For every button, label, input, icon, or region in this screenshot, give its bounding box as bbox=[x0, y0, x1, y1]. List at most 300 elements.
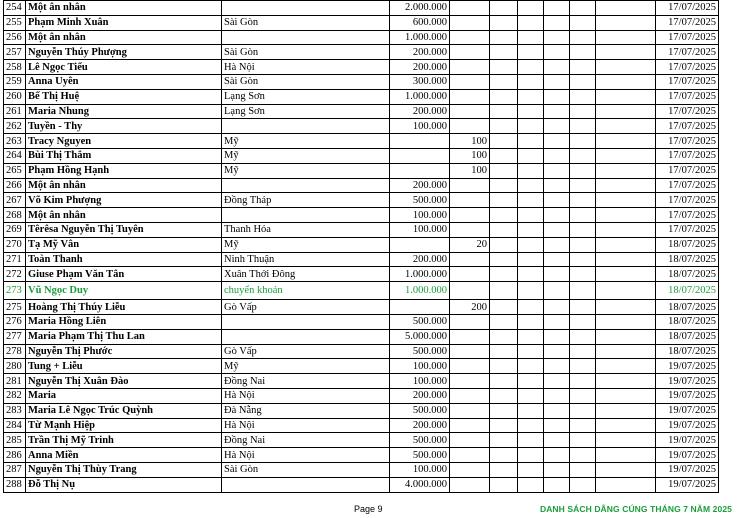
empty-cell bbox=[518, 477, 544, 492]
empty-cell bbox=[544, 418, 570, 433]
empty-cell bbox=[518, 237, 544, 252]
donation-date: 17/07/2025 bbox=[656, 89, 719, 104]
empty-cell bbox=[518, 462, 544, 477]
row-number: 257 bbox=[4, 45, 26, 60]
donor-location: Sài Gòn bbox=[222, 462, 390, 477]
empty-cell bbox=[570, 329, 596, 344]
amount-vnd bbox=[390, 163, 450, 178]
amount-vnd: 1.000.000 bbox=[390, 282, 450, 300]
row-number: 282 bbox=[4, 388, 26, 403]
donor-name: Nguyễn Thị Phước bbox=[26, 344, 222, 359]
donor-location: Lạng Sơn bbox=[222, 104, 390, 119]
empty-cell bbox=[596, 104, 656, 119]
empty-cell bbox=[490, 344, 518, 359]
donor-location bbox=[222, 119, 390, 134]
donor-location: Đồng Nai bbox=[222, 374, 390, 389]
empty-cell bbox=[544, 344, 570, 359]
amount-usd bbox=[450, 45, 490, 60]
empty-cell bbox=[570, 15, 596, 30]
empty-cell bbox=[544, 178, 570, 193]
donor-name: Một ân nhân bbox=[26, 208, 222, 223]
empty-cell bbox=[570, 148, 596, 163]
empty-cell bbox=[490, 45, 518, 60]
empty-cell bbox=[596, 314, 656, 329]
empty-cell bbox=[490, 30, 518, 45]
amount-vnd: 600.000 bbox=[390, 15, 450, 30]
donation-date: 18/07/2025 bbox=[656, 237, 719, 252]
table-row bbox=[4, 119, 719, 134]
donation-date: 17/07/2025 bbox=[656, 119, 719, 134]
empty-cell bbox=[570, 178, 596, 193]
donor-location: Đà Nẵng bbox=[222, 403, 390, 418]
amount-vnd: 100.000 bbox=[390, 119, 450, 134]
donor-name: Toàn Thanh bbox=[26, 252, 222, 267]
row-number: 266 bbox=[4, 178, 26, 193]
empty-cell bbox=[518, 119, 544, 134]
donation-date: 17/07/2025 bbox=[656, 15, 719, 30]
donor-name: Một ân nhân bbox=[26, 178, 222, 193]
empty-cell bbox=[596, 60, 656, 75]
table-row bbox=[4, 314, 719, 329]
table-row bbox=[4, 282, 719, 300]
empty-cell bbox=[596, 462, 656, 477]
row-number: 255 bbox=[4, 15, 26, 30]
empty-cell bbox=[570, 104, 596, 119]
empty-cell bbox=[490, 300, 518, 315]
amount-vnd: 500.000 bbox=[390, 433, 450, 448]
donation-date: 18/07/2025 bbox=[656, 300, 719, 315]
amount-vnd: 100.000 bbox=[390, 222, 450, 237]
empty-cell bbox=[544, 30, 570, 45]
empty-cell bbox=[544, 433, 570, 448]
donation-date: 19/07/2025 bbox=[656, 433, 719, 448]
table-row bbox=[4, 60, 719, 75]
empty-cell bbox=[544, 222, 570, 237]
empty-cell bbox=[490, 462, 518, 477]
empty-cell bbox=[544, 403, 570, 418]
empty-cell bbox=[518, 222, 544, 237]
empty-cell bbox=[490, 134, 518, 149]
empty-cell bbox=[518, 30, 544, 45]
empty-cell bbox=[596, 433, 656, 448]
empty-cell bbox=[490, 178, 518, 193]
empty-cell bbox=[518, 193, 544, 208]
empty-cell bbox=[570, 30, 596, 45]
empty-cell bbox=[570, 208, 596, 223]
amount-vnd bbox=[390, 134, 450, 149]
row-number: 265 bbox=[4, 163, 26, 178]
amount-usd bbox=[450, 15, 490, 30]
empty-cell bbox=[518, 89, 544, 104]
empty-cell bbox=[490, 433, 518, 448]
amount-usd bbox=[450, 208, 490, 223]
amount-usd: 20 bbox=[450, 237, 490, 252]
donation-date: 19/07/2025 bbox=[656, 462, 719, 477]
amount-vnd: 100.000 bbox=[390, 374, 450, 389]
empty-cell bbox=[570, 359, 596, 374]
amount-usd bbox=[450, 329, 490, 344]
empty-cell bbox=[596, 45, 656, 60]
donor-name: Maria Nhung bbox=[26, 104, 222, 119]
donor-name: Một ân nhân bbox=[26, 1, 222, 16]
amount-usd bbox=[450, 252, 490, 267]
table-row bbox=[4, 344, 719, 359]
row-number: 269 bbox=[4, 222, 26, 237]
donation-date: 19/07/2025 bbox=[656, 374, 719, 389]
table-row bbox=[4, 15, 719, 30]
row-number: 263 bbox=[4, 134, 26, 149]
donor-name: Bùi Thị Thắm bbox=[26, 148, 222, 163]
empty-cell bbox=[490, 448, 518, 463]
empty-cell bbox=[518, 374, 544, 389]
empty-cell bbox=[596, 163, 656, 178]
empty-cell bbox=[570, 252, 596, 267]
empty-cell bbox=[570, 314, 596, 329]
donor-name: Têrêsa Nguyễn Thị Tuyên bbox=[26, 222, 222, 237]
donor-name: Maria Hồng Liên bbox=[26, 314, 222, 329]
donor-location: Lạng Sơn bbox=[222, 89, 390, 104]
donor-name: Võ Kim Phượng bbox=[26, 193, 222, 208]
empty-cell bbox=[490, 252, 518, 267]
empty-cell bbox=[544, 282, 570, 300]
empty-cell bbox=[570, 1, 596, 16]
amount-usd bbox=[450, 104, 490, 119]
amount-vnd: 100.000 bbox=[390, 359, 450, 374]
donor-name: Giuse Phạm Văn Tân bbox=[26, 267, 222, 282]
amount-usd bbox=[450, 89, 490, 104]
empty-cell bbox=[544, 388, 570, 403]
empty-cell bbox=[544, 462, 570, 477]
table-row bbox=[4, 267, 719, 282]
table-row bbox=[4, 178, 719, 193]
empty-cell bbox=[490, 89, 518, 104]
amount-vnd: 200.000 bbox=[390, 252, 450, 267]
amount-usd: 100 bbox=[450, 148, 490, 163]
empty-cell bbox=[596, 178, 656, 193]
donation-date: 19/07/2025 bbox=[656, 359, 719, 374]
empty-cell bbox=[596, 193, 656, 208]
row-number: 273 bbox=[4, 282, 26, 300]
empty-cell bbox=[490, 15, 518, 30]
empty-cell bbox=[518, 148, 544, 163]
table-row bbox=[4, 433, 719, 448]
empty-cell bbox=[570, 134, 596, 149]
document-title: DANH SÁCH DÂNG CÚNG THÁNG 7 NĂM 2025 bbox=[539, 504, 732, 514]
empty-cell bbox=[544, 208, 570, 223]
table-row bbox=[4, 208, 719, 223]
donation-date: 17/07/2025 bbox=[656, 30, 719, 45]
empty-cell bbox=[544, 359, 570, 374]
table-row bbox=[4, 163, 719, 178]
donor-name: Tung + Liễu bbox=[26, 359, 222, 374]
amount-usd bbox=[450, 178, 490, 193]
amount-usd bbox=[450, 344, 490, 359]
donation-date: 19/07/2025 bbox=[656, 403, 719, 418]
amount-usd bbox=[450, 282, 490, 300]
row-number: 271 bbox=[4, 252, 26, 267]
amount-vnd: 200.000 bbox=[390, 418, 450, 433]
row-number: 262 bbox=[4, 119, 26, 134]
donation-date: 18/07/2025 bbox=[656, 252, 719, 267]
empty-cell bbox=[596, 300, 656, 315]
donation-date: 17/07/2025 bbox=[656, 222, 719, 237]
donation-date: 17/07/2025 bbox=[656, 134, 719, 149]
empty-cell bbox=[596, 119, 656, 134]
donor-location: Xuân Thới Đông bbox=[222, 267, 390, 282]
amount-usd bbox=[450, 388, 490, 403]
row-number: 260 bbox=[4, 89, 26, 104]
donor-location bbox=[222, 477, 390, 492]
amount-usd bbox=[450, 30, 490, 45]
empty-cell bbox=[570, 477, 596, 492]
empty-cell bbox=[570, 89, 596, 104]
empty-cell bbox=[570, 193, 596, 208]
empty-cell bbox=[518, 314, 544, 329]
donor-name: Maria Lê Ngọc Trúc Quỳnh bbox=[26, 403, 222, 418]
donation-date: 18/07/2025 bbox=[656, 344, 719, 359]
empty-cell bbox=[596, 374, 656, 389]
donation-table bbox=[3, 0, 719, 493]
table-row bbox=[4, 300, 719, 315]
empty-cell bbox=[518, 418, 544, 433]
donor-name: Bế Thị Huệ bbox=[26, 89, 222, 104]
empty-cell bbox=[596, 208, 656, 223]
donor-location: Đồng Tháp bbox=[222, 193, 390, 208]
donation-date: 17/07/2025 bbox=[656, 163, 719, 178]
empty-cell bbox=[596, 237, 656, 252]
empty-cell bbox=[596, 89, 656, 104]
empty-cell bbox=[544, 45, 570, 60]
row-number: 268 bbox=[4, 208, 26, 223]
table-row bbox=[4, 462, 719, 477]
amount-vnd: 200.000 bbox=[390, 388, 450, 403]
empty-cell bbox=[596, 388, 656, 403]
empty-cell bbox=[518, 448, 544, 463]
empty-cell bbox=[544, 60, 570, 75]
table-row bbox=[4, 104, 719, 119]
empty-cell bbox=[596, 477, 656, 492]
empty-cell bbox=[544, 237, 570, 252]
row-number: 270 bbox=[4, 237, 26, 252]
donor-name: Lê Ngọc Tiếu bbox=[26, 60, 222, 75]
donation-date: 18/07/2025 bbox=[656, 329, 719, 344]
donor-name: Vũ Ngọc Duy bbox=[26, 282, 222, 300]
amount-usd bbox=[450, 193, 490, 208]
donor-name: Nguyễn Thị Xuân Đào bbox=[26, 374, 222, 389]
table-row bbox=[4, 134, 719, 149]
donation-date: 17/07/2025 bbox=[656, 208, 719, 223]
table-row bbox=[4, 374, 719, 389]
amount-usd: 200 bbox=[450, 300, 490, 315]
empty-cell bbox=[596, 418, 656, 433]
empty-cell bbox=[490, 329, 518, 344]
empty-cell bbox=[490, 60, 518, 75]
empty-cell bbox=[490, 148, 518, 163]
empty-cell bbox=[544, 477, 570, 492]
empty-cell bbox=[570, 222, 596, 237]
donation-date: 18/07/2025 bbox=[656, 314, 719, 329]
empty-cell bbox=[490, 267, 518, 282]
empty-cell bbox=[490, 282, 518, 300]
empty-cell bbox=[544, 163, 570, 178]
donor-location: Mỹ bbox=[222, 134, 390, 149]
donor-location: Đồng Nai bbox=[222, 433, 390, 448]
empty-cell bbox=[596, 252, 656, 267]
empty-cell bbox=[570, 448, 596, 463]
empty-cell bbox=[570, 60, 596, 75]
amount-usd: 100 bbox=[450, 134, 490, 149]
row-number: 258 bbox=[4, 60, 26, 75]
donation-date: 17/07/2025 bbox=[656, 104, 719, 119]
donor-location: Mỹ bbox=[222, 237, 390, 252]
donor-location bbox=[222, 314, 390, 329]
donor-location: Mỹ bbox=[222, 163, 390, 178]
row-number: 288 bbox=[4, 477, 26, 492]
donor-name: Maria bbox=[26, 388, 222, 403]
empty-cell bbox=[570, 45, 596, 60]
table-row bbox=[4, 30, 719, 45]
empty-cell bbox=[518, 300, 544, 315]
donation-sheet bbox=[3, 0, 719, 493]
empty-cell bbox=[518, 359, 544, 374]
donor-location bbox=[222, 1, 390, 16]
empty-cell bbox=[490, 74, 518, 89]
donor-name: Maria Phạm Thị Thu Lan bbox=[26, 329, 222, 344]
donor-location: Mỹ bbox=[222, 148, 390, 163]
row-number: 261 bbox=[4, 104, 26, 119]
amount-vnd: 200.000 bbox=[390, 178, 450, 193]
empty-cell bbox=[490, 1, 518, 16]
amount-usd bbox=[450, 448, 490, 463]
empty-cell bbox=[544, 1, 570, 16]
donor-name: Tracy Nguyen bbox=[26, 134, 222, 149]
row-number: 283 bbox=[4, 403, 26, 418]
donation-table-body bbox=[4, 1, 719, 493]
empty-cell bbox=[544, 193, 570, 208]
donation-date: 18/07/2025 bbox=[656, 267, 719, 282]
empty-cell bbox=[570, 462, 596, 477]
amount-vnd: 1.000.000 bbox=[390, 267, 450, 282]
donor-location: Gò Vấp bbox=[222, 300, 390, 315]
empty-cell bbox=[544, 300, 570, 315]
empty-cell bbox=[518, 134, 544, 149]
donation-date: 17/07/2025 bbox=[656, 1, 719, 16]
empty-cell bbox=[544, 448, 570, 463]
row-number: 277 bbox=[4, 329, 26, 344]
donor-location: Sài Gòn bbox=[222, 45, 390, 60]
empty-cell bbox=[490, 477, 518, 492]
donor-location bbox=[222, 329, 390, 344]
empty-cell bbox=[490, 119, 518, 134]
donor-location: Hà Nội bbox=[222, 388, 390, 403]
empty-cell bbox=[490, 374, 518, 389]
amount-vnd: 500.000 bbox=[390, 448, 450, 463]
empty-cell bbox=[490, 359, 518, 374]
row-number: 276 bbox=[4, 314, 26, 329]
table-row bbox=[4, 329, 719, 344]
row-number: 259 bbox=[4, 74, 26, 89]
empty-cell bbox=[518, 282, 544, 300]
table-row bbox=[4, 477, 719, 492]
donor-name: Phạm Hồng Hạnh bbox=[26, 163, 222, 178]
donation-date: 17/07/2025 bbox=[656, 178, 719, 193]
page-number: Page 9 bbox=[354, 504, 383, 514]
row-number: 267 bbox=[4, 193, 26, 208]
empty-cell bbox=[518, 1, 544, 16]
empty-cell bbox=[596, 134, 656, 149]
row-number: 254 bbox=[4, 1, 26, 16]
empty-cell bbox=[490, 222, 518, 237]
donor-location: Hà Nội bbox=[222, 60, 390, 75]
empty-cell bbox=[570, 282, 596, 300]
donor-location bbox=[222, 30, 390, 45]
donor-name: Nguyễn Thị Thùy Trang bbox=[26, 462, 222, 477]
row-number: 285 bbox=[4, 433, 26, 448]
empty-cell bbox=[490, 208, 518, 223]
empty-cell bbox=[518, 163, 544, 178]
donation-date: 17/07/2025 bbox=[656, 74, 719, 89]
amount-usd bbox=[450, 462, 490, 477]
row-number: 256 bbox=[4, 30, 26, 45]
empty-cell bbox=[490, 418, 518, 433]
donation-date: 19/07/2025 bbox=[656, 448, 719, 463]
amount-usd bbox=[450, 222, 490, 237]
empty-cell bbox=[544, 74, 570, 89]
empty-cell bbox=[518, 208, 544, 223]
empty-cell bbox=[544, 104, 570, 119]
empty-cell bbox=[596, 344, 656, 359]
empty-cell bbox=[570, 403, 596, 418]
empty-cell bbox=[570, 237, 596, 252]
empty-cell bbox=[570, 374, 596, 389]
amount-vnd: 100.000 bbox=[390, 462, 450, 477]
empty-cell bbox=[596, 15, 656, 30]
empty-cell bbox=[518, 252, 544, 267]
amount-vnd bbox=[390, 237, 450, 252]
amount-vnd bbox=[390, 148, 450, 163]
donation-date: 17/07/2025 bbox=[656, 193, 719, 208]
empty-cell bbox=[570, 418, 596, 433]
empty-cell bbox=[490, 314, 518, 329]
amount-usd: 100 bbox=[450, 163, 490, 178]
donation-date: 19/07/2025 bbox=[656, 388, 719, 403]
amount-vnd: 4.000.000 bbox=[390, 477, 450, 492]
amount-vnd: 2.000.000 bbox=[390, 1, 450, 16]
donor-location: chuyển khoản bbox=[222, 282, 390, 300]
amount-vnd bbox=[390, 300, 450, 315]
donor-name: Phạm Minh Xuân bbox=[26, 15, 222, 30]
donor-location bbox=[222, 208, 390, 223]
table-row bbox=[4, 252, 719, 267]
table-row bbox=[4, 89, 719, 104]
row-number: 287 bbox=[4, 462, 26, 477]
empty-cell bbox=[544, 119, 570, 134]
donor-name: Anna Uyên bbox=[26, 74, 222, 89]
donor-location: Mỹ bbox=[222, 359, 390, 374]
amount-vnd: 300.000 bbox=[390, 74, 450, 89]
empty-cell bbox=[544, 148, 570, 163]
amount-usd bbox=[450, 359, 490, 374]
amount-usd bbox=[450, 433, 490, 448]
table-row bbox=[4, 222, 719, 237]
donor-name: Anna Miền bbox=[26, 448, 222, 463]
row-number: 278 bbox=[4, 344, 26, 359]
table-row bbox=[4, 403, 719, 418]
table-row bbox=[4, 193, 719, 208]
donor-location: Hà Nội bbox=[222, 418, 390, 433]
amount-usd bbox=[450, 374, 490, 389]
empty-cell bbox=[544, 252, 570, 267]
